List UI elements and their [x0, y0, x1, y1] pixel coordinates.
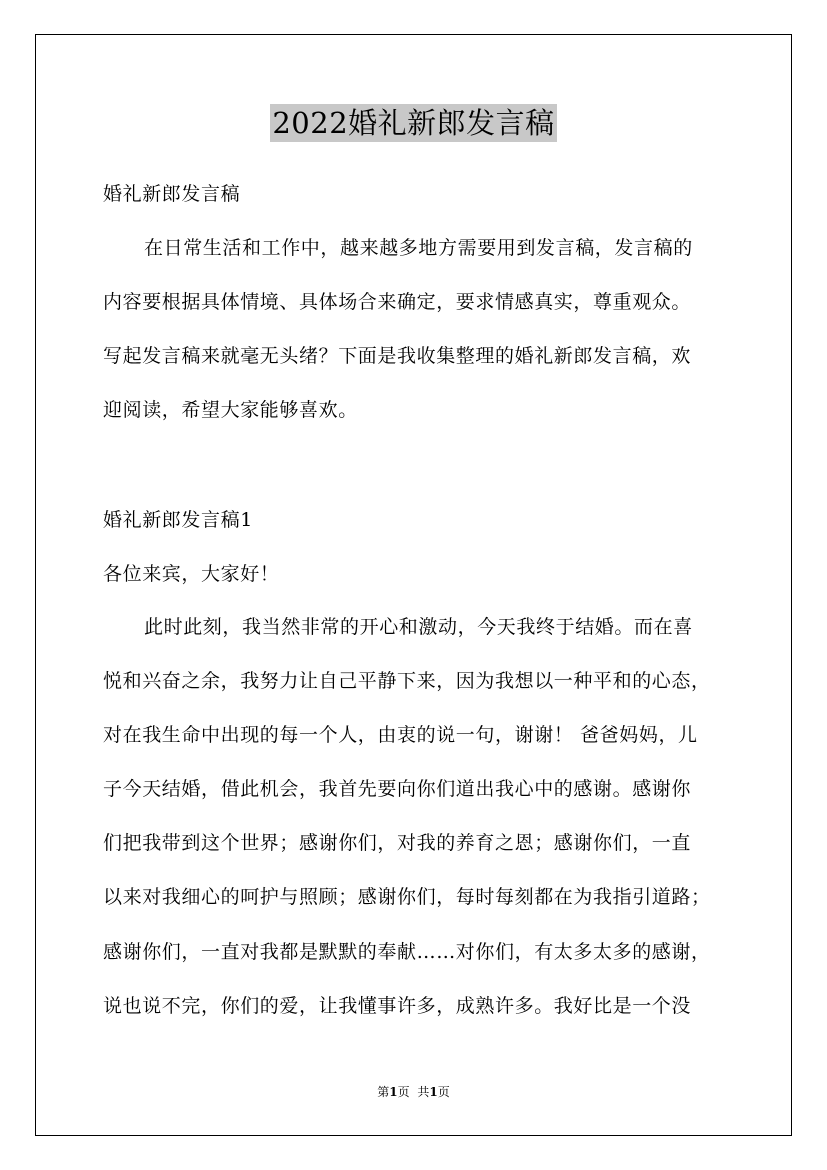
paragraph-line: 迎阅读，希望大家能够喜欢。: [103, 399, 358, 421]
paragraph-line: 在日常生活和工作中，越来越多地方需要用到发言稿，发言稿的: [144, 237, 693, 259]
document-title: 2022婚礼新郎发言稿: [272, 106, 555, 140]
paragraph-line: 感谢你们，一直对我都是默默的奉献……对你们，有太多太多的感谢，: [103, 941, 711, 963]
paragraph-line: 对在我生命中出现的每一个人，由衷的说一句，谢谢！ 爸爸妈妈，儿: [103, 724, 698, 746]
paragraph-line: 悦和兴奋之余，我努力让自己平静下来，因为我想以一种平和的心态，: [103, 670, 711, 692]
paragraph-line: 说也说不完，你们的爱，让我懂事许多，成熟许多。我好比是一个没: [103, 995, 692, 1017]
footer-total-prefix: 共: [417, 1085, 430, 1099]
paragraph-line: 以来对我细心的呵护与照顾；感谢你们，每时每刻都在为我指引道路；: [103, 886, 711, 908]
section-heading: 婚礼新郎发言稿: [103, 183, 241, 205]
section-heading: 婚礼新郎发言稿1: [103, 509, 253, 531]
footer-page-number: 1: [389, 1085, 398, 1099]
paragraph-line: 此时此刻，我当然非常的开心和激动，今天我终于结婚。而在喜: [144, 616, 693, 638]
footer-page-suffix: 页: [397, 1085, 410, 1099]
paragraph-line: 写起发言稿来就毫无头绪？下面是我收集整理的婚礼新郎发言稿，欢: [103, 345, 692, 367]
paragraph-line: 内容要根据具体情境、具体场合来确定，要求情感真实，尊重观众。: [103, 291, 692, 313]
footer-total-number: 1: [429, 1085, 438, 1099]
footer-total-suffix: 页: [437, 1085, 450, 1099]
paragraph-line: 子今天结婚，借此机会，我首先要向你们道出我心中的感谢。感谢你: [103, 778, 692, 800]
paragraph-line: 们把我带到这个世界；感谢你们，对我的养育之恩；感谢你们，一直: [103, 832, 692, 854]
footer-page-prefix: 第: [377, 1085, 390, 1099]
document-title-wrapper: [0, 104, 827, 142]
greeting-line: 各位来宾，大家好！: [103, 563, 280, 585]
page-footer: [0, 1084, 827, 1100]
